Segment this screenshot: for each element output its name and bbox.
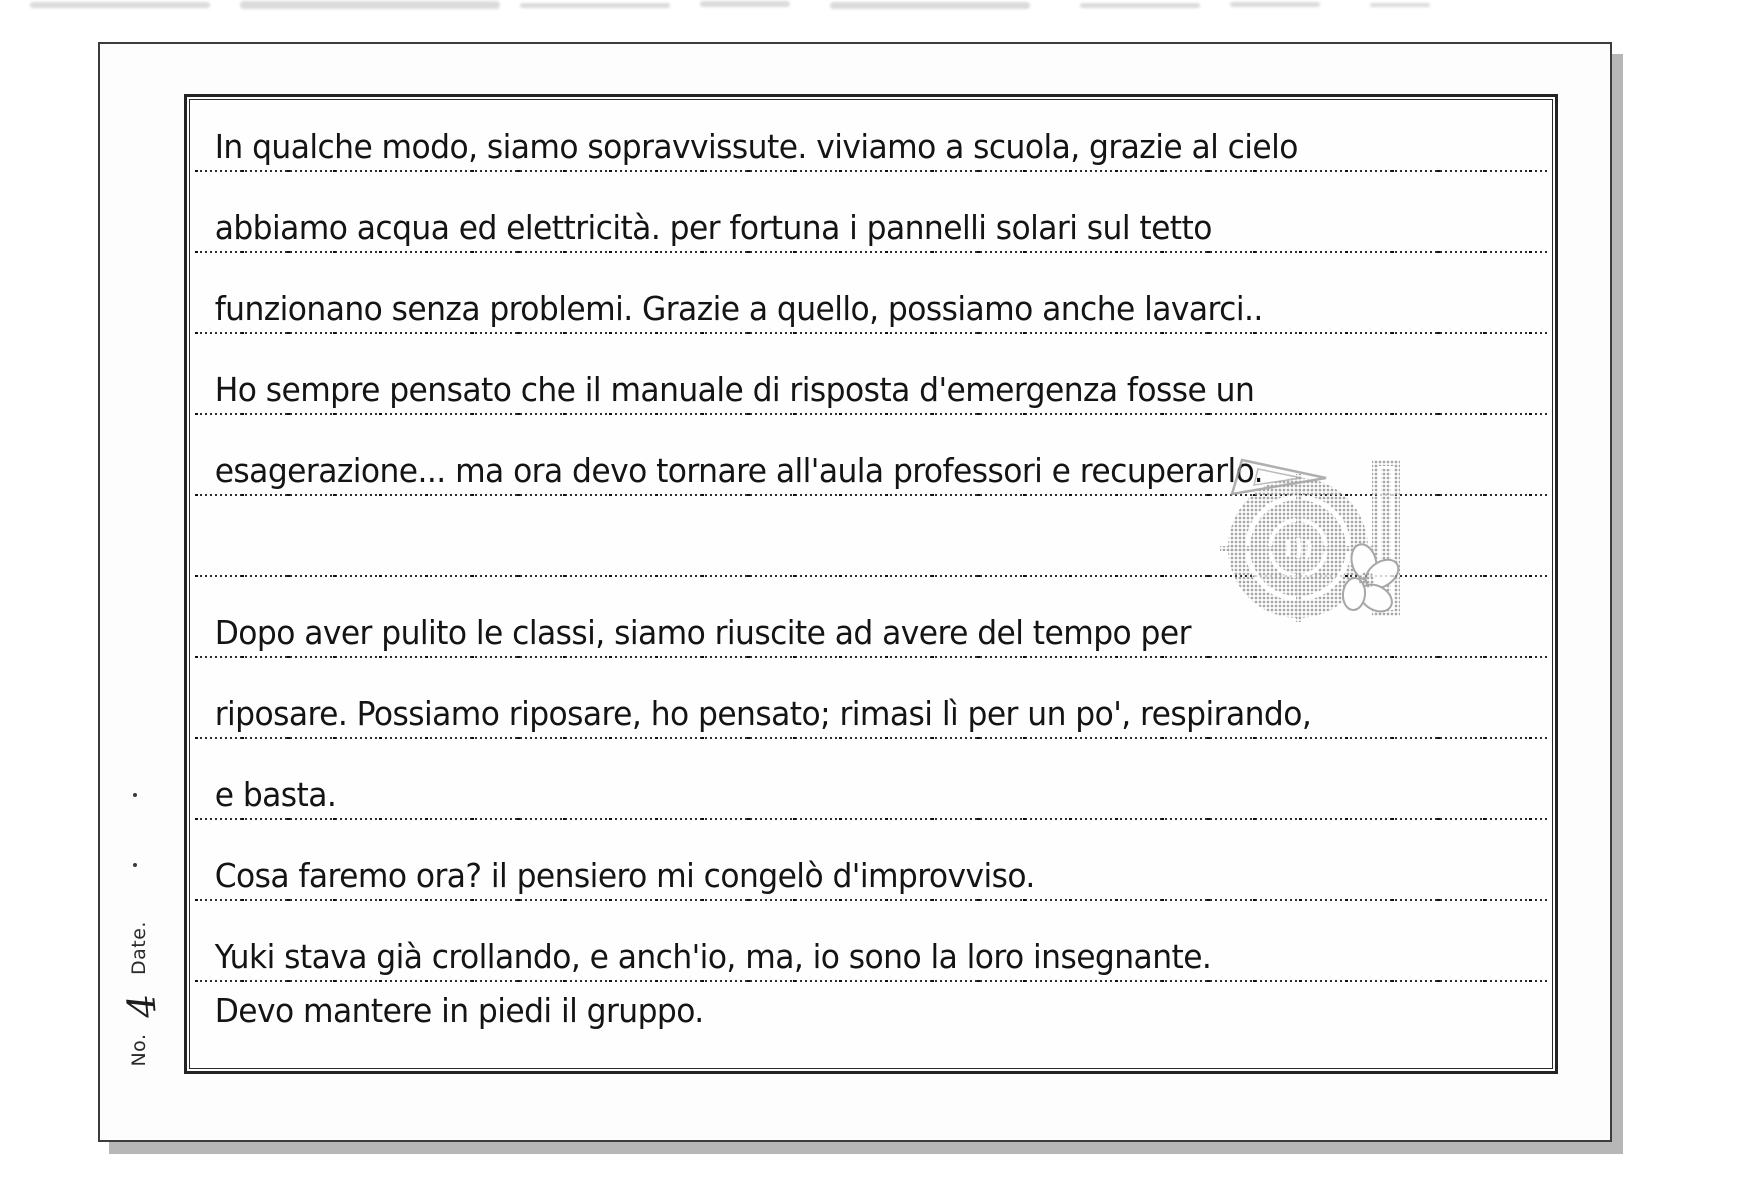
line-text: Cosa faremo ora? il pensiero mi congelò d'improvviso.	[214, 856, 1035, 895]
line-text: riposare. Possiamo riposare, ho pensato; rimasi lì per un po', respirando,	[214, 694, 1312, 733]
date-label: Date.	[128, 921, 150, 975]
scan-artifact-strip	[0, 0, 1738, 16]
line-text: Dopo aver pulito le classi, siamo riuscite ad avere del tempo per	[214, 613, 1191, 652]
notebook-line	[190, 253, 1552, 334]
notebook-line	[190, 820, 1552, 901]
notebook-line	[190, 100, 1552, 172]
line-text: In qualche modo, siamo sopravvissute. viviamo a scuola, grazie al cielo	[214, 127, 1298, 166]
line-text: funzionano senza problemi. Grazie a quello, possiamo anche lavarci..	[214, 289, 1263, 328]
notebook-line	[190, 172, 1552, 253]
line-text: esagerazione... ma ora devo tornare all'aula professori e recuperarlo.	[214, 451, 1264, 490]
line-text: Devo mantere in piedi il gruppo.	[214, 991, 704, 1030]
line-text: e basta.	[214, 775, 337, 814]
notebook-line	[190, 901, 1552, 982]
halftone-stamp-watermark	[1214, 452, 1406, 630]
line-text: Ho sempre pensato che il manuale di risposta d'emergenza fosse un	[214, 370, 1255, 409]
notebook-line	[190, 334, 1552, 415]
notebook-line	[190, 658, 1552, 739]
notebook-page	[98, 42, 1612, 1142]
notebook-line	[190, 739, 1552, 820]
ruled-area	[184, 94, 1558, 1074]
no-label: No.	[128, 1033, 150, 1067]
notebook-line	[190, 982, 1552, 1068]
line-text: Yuki stava già crollando, e anch'io, ma, io sono la loro insegnante.	[214, 937, 1212, 976]
ruled-area-inner	[189, 99, 1553, 1069]
ink-speck	[133, 863, 137, 867]
line-text: abbiamo acqua ed elettricità. per fortuna i pannelli solari sul tetto	[214, 208, 1212, 247]
page-number: 4	[119, 992, 165, 1020]
ink-speck	[133, 793, 137, 797]
